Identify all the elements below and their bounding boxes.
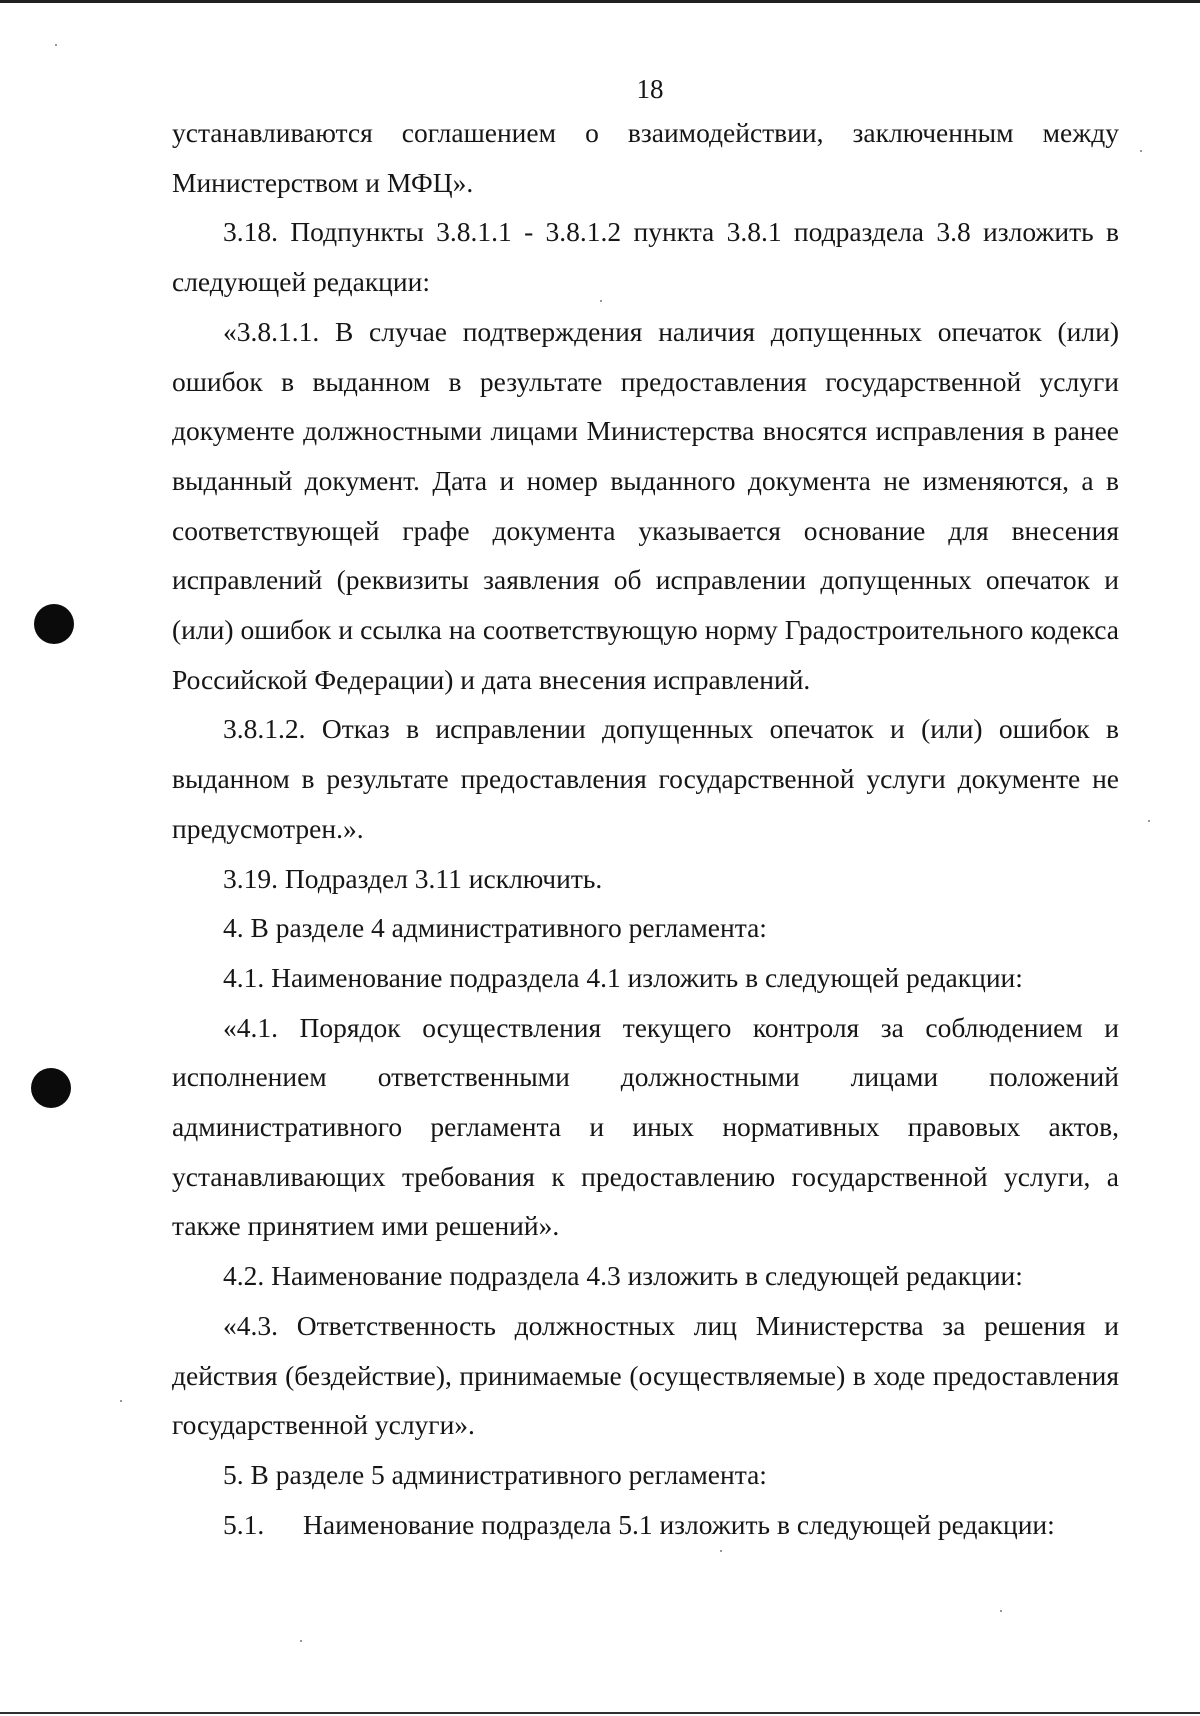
- paragraph: 4. В разделе 4 административного регламента:: [223, 912, 767, 944]
- scan-speck: [55, 44, 57, 46]
- scan-speck: [600, 300, 602, 302]
- paragraph: устанавливаются соглашением о взаимодействии, заключенным между Министерством и МФЦ».: [172, 117, 1119, 198]
- paragraph: «4.1. Порядок осуществления текущего контроля за соблюдением и исполнением ответственными должностными лицами положений административного регламента и иных нормативных правовых актов, устанавливающих требования к предоставлению государственной услуги, а также принятием ими решений».: [172, 1011, 1119, 1242]
- bottom-scan-edge: [0, 1712, 1200, 1714]
- paragraph: «3.8.1.1. В случае подтверждения наличия допущенных опечаток (или) ошибок в выданном в результате предоставления государственной услуги документе должностными лицами Министерства вносятся исправления в ранее выданный документ. Дата и номер выданного документа не изменяются, а в соответствующей графе документа указывается основание для внесения исправлений (реквизиты заявления об исправлении допущенных опечаток и (или) ошибок и ссылка на соответствующую норму Градостроительного кодекса Российской Федерации) и дата внесения исправлений.: [172, 315, 1119, 695]
- scan-speck: [1140, 150, 1142, 152]
- scan-speck: [1148, 820, 1150, 822]
- scan-speck: [720, 1550, 722, 1552]
- paragraph: «4.3. Ответственность должностных лиц Министерства за решения и действия (бездействие), принимаемые (осуществляемые) в ходе предоставления государственной услуги».: [172, 1309, 1119, 1441]
- paragraph: 4.1. Наименование подраздела 4.1 изложить в следующей редакции:: [223, 961, 1023, 993]
- paragraph: 3.19. Подраздел 3.11 исключить.: [223, 862, 603, 894]
- item-number: 5.1.: [223, 1508, 265, 1540]
- scan-speck: [300, 1640, 302, 1642]
- item-text: Наименование подраздела 5.1 изложить в следующей редакции:: [303, 1508, 1055, 1540]
- paragraph: 5. В разделе 5 административного регламента:: [223, 1458, 767, 1490]
- top-scan-edge: [0, 0, 1200, 3]
- paragraph: 3.8.1.2. Отказ в исправлении допущенных опечаток и (или) ошибок в выданном в результате предоставления государственной услуги документе не предусмотрен.».: [172, 713, 1119, 844]
- numbered-item: [172, 1500, 1119, 1550]
- scan-speck: [1000, 1610, 1002, 1612]
- punch-hole-mark: [34, 604, 74, 644]
- document-body: [172, 108, 1119, 1549]
- paragraph: 3.18. Подпункты 3.8.1.1 - 3.8.1.2 пункта 3.8.1 подраздела 3.8 изложить в следующей редакции:: [172, 216, 1119, 298]
- page-number: 18: [636, 74, 664, 104]
- scan-speck: [120, 1400, 122, 1402]
- punch-hole-mark: [31, 1068, 71, 1108]
- paragraph: 4.2. Наименование подраздела 4.3 изложить в следующей редакции:: [223, 1260, 1023, 1292]
